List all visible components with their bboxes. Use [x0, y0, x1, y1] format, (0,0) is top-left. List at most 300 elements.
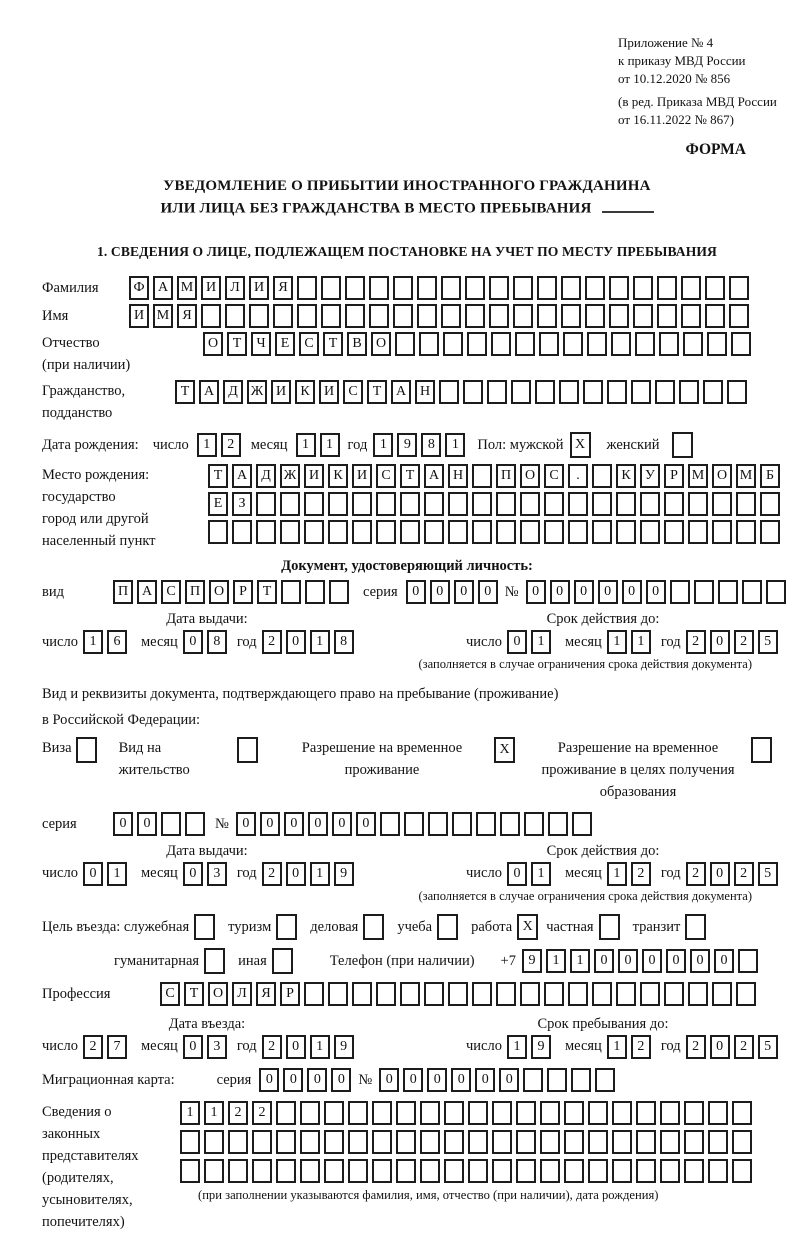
char-box[interactable] — [535, 380, 555, 404]
res-valid-year-input[interactable] — [686, 862, 782, 886]
char-box[interactable]: С — [343, 380, 363, 404]
char-box[interactable]: 0 — [666, 949, 686, 973]
char-box[interactable] — [321, 276, 341, 300]
char-box[interactable] — [607, 380, 627, 404]
char-box[interactable] — [609, 304, 629, 328]
char-box[interactable]: 2 — [734, 1035, 754, 1059]
char-box[interactable]: 2 — [252, 1101, 272, 1125]
char-box[interactable] — [736, 982, 756, 1006]
entry-year-input[interactable] — [262, 1035, 358, 1059]
res-valid-day-input[interactable] — [507, 862, 555, 886]
temp-residence-edu-checkbox[interactable] — [751, 737, 772, 763]
char-box[interactable] — [631, 380, 651, 404]
char-box[interactable]: 7 — [107, 1035, 127, 1059]
char-box[interactable] — [640, 982, 660, 1006]
char-box[interactable] — [727, 380, 747, 404]
char-box[interactable] — [559, 380, 579, 404]
char-box[interactable] — [539, 332, 559, 356]
char-box[interactable] — [428, 812, 448, 836]
char-box[interactable] — [465, 276, 485, 300]
char-box[interactable]: 6 — [107, 630, 127, 654]
char-box[interactable]: 3 — [207, 862, 227, 886]
char-box[interactable] — [404, 812, 424, 836]
char-box[interactable] — [729, 276, 749, 300]
char-box[interactable] — [657, 276, 677, 300]
char-box[interactable]: 2 — [83, 1035, 103, 1059]
char-box[interactable]: 0 — [714, 949, 734, 973]
stay-month-input[interactable] — [607, 1035, 655, 1059]
char-box[interactable]: 0 — [83, 862, 103, 886]
char-box[interactable] — [424, 520, 444, 544]
char-box[interactable]: С — [544, 464, 564, 488]
stay-year-input[interactable] — [686, 1035, 782, 1059]
char-box[interactable] — [300, 1101, 320, 1125]
char-box[interactable]: 2 — [228, 1101, 248, 1125]
char-box[interactable] — [441, 304, 461, 328]
char-box[interactable]: 0 — [710, 862, 730, 886]
char-box[interactable] — [396, 1130, 416, 1154]
char-box[interactable]: 1 — [310, 630, 330, 654]
citizenship-input[interactable] — [175, 380, 751, 404]
char-box[interactable] — [705, 304, 725, 328]
char-box[interactable] — [544, 520, 564, 544]
char-box[interactable] — [563, 332, 583, 356]
purpose-official-checkbox[interactable] — [194, 914, 215, 940]
char-box[interactable]: 1 — [607, 630, 627, 654]
char-box[interactable] — [659, 332, 679, 356]
char-box[interactable] — [400, 520, 420, 544]
char-box[interactable]: А — [199, 380, 219, 404]
char-box[interactable]: 0 — [574, 580, 594, 604]
char-box[interactable]: Ж — [247, 380, 267, 404]
char-box[interactable] — [683, 332, 703, 356]
phone-input[interactable] — [522, 949, 762, 973]
char-box[interactable] — [612, 1130, 632, 1154]
char-box[interactable] — [424, 982, 444, 1006]
char-box[interactable]: О — [208, 982, 228, 1006]
char-box[interactable]: 1 — [507, 1035, 527, 1059]
char-box[interactable]: 0 — [236, 812, 256, 836]
char-box[interactable]: 5 — [758, 1035, 778, 1059]
char-box[interactable] — [660, 1101, 680, 1125]
char-box[interactable]: 1 — [546, 949, 566, 973]
char-box[interactable]: 0 — [259, 1068, 279, 1092]
char-box[interactable] — [635, 332, 655, 356]
char-box[interactable]: 0 — [183, 630, 203, 654]
char-box[interactable]: Н — [415, 380, 435, 404]
char-box[interactable]: А — [232, 464, 252, 488]
char-box[interactable] — [276, 1101, 296, 1125]
char-box[interactable] — [592, 982, 612, 1006]
char-box[interactable] — [547, 1068, 567, 1092]
char-box[interactable] — [276, 1130, 296, 1154]
char-box[interactable] — [489, 304, 509, 328]
char-box[interactable] — [664, 982, 684, 1006]
entry-month-input[interactable] — [183, 1035, 231, 1059]
char-box[interactable]: 2 — [631, 1035, 651, 1059]
char-box[interactable]: 0 — [286, 630, 306, 654]
char-box[interactable]: . — [568, 464, 588, 488]
legal-reps-input-1[interactable] — [180, 1101, 756, 1125]
char-box[interactable] — [305, 580, 325, 604]
purpose-tourism-checkbox[interactable] — [276, 914, 297, 940]
char-box[interactable]: 0 — [137, 812, 157, 836]
res-valid-month-input[interactable] — [607, 862, 655, 886]
char-box[interactable] — [568, 492, 588, 516]
char-box[interactable] — [441, 276, 461, 300]
char-box[interactable]: 8 — [207, 630, 227, 654]
char-box[interactable]: П — [496, 464, 516, 488]
char-box[interactable]: Д — [256, 464, 276, 488]
char-box[interactable] — [520, 982, 540, 1006]
char-box[interactable]: Р — [280, 982, 300, 1006]
stay-day-input[interactable] — [507, 1035, 555, 1059]
char-box[interactable]: 0 — [379, 1068, 399, 1092]
char-box[interactable] — [328, 492, 348, 516]
purpose-business-checkbox[interactable] — [363, 914, 384, 940]
char-box[interactable]: Т — [323, 332, 343, 356]
char-box[interactable]: М — [688, 464, 708, 488]
char-box[interactable] — [297, 304, 317, 328]
char-box[interactable]: Е — [208, 492, 228, 516]
char-box[interactable] — [544, 492, 564, 516]
char-box[interactable] — [548, 812, 568, 836]
char-box[interactable]: 9 — [397, 433, 417, 457]
residence-permit-checkbox[interactable] — [237, 737, 258, 763]
char-box[interactable] — [664, 492, 684, 516]
char-box[interactable] — [568, 520, 588, 544]
char-box[interactable] — [417, 304, 437, 328]
char-box[interactable] — [640, 492, 660, 516]
char-box[interactable] — [729, 304, 749, 328]
char-box[interactable]: 1 — [310, 862, 330, 886]
char-box[interactable]: К — [616, 464, 636, 488]
char-box[interactable]: С — [376, 464, 396, 488]
char-box[interactable] — [718, 580, 738, 604]
char-box[interactable]: Т — [208, 464, 228, 488]
char-box[interactable] — [476, 812, 496, 836]
char-box[interactable] — [256, 492, 276, 516]
char-box[interactable]: А — [153, 276, 173, 300]
surname-input[interactable] — [129, 276, 753, 300]
char-box[interactable]: О — [712, 464, 732, 488]
char-box[interactable] — [225, 304, 245, 328]
char-box[interactable] — [738, 949, 758, 973]
char-box[interactable]: М — [736, 464, 756, 488]
char-box[interactable]: Е — [275, 332, 295, 356]
char-box[interactable]: 0 — [113, 812, 133, 836]
doc-series-input[interactable] — [406, 580, 502, 604]
char-box[interactable]: 2 — [734, 862, 754, 886]
char-box[interactable] — [352, 520, 372, 544]
char-box[interactable]: 0 — [183, 1035, 203, 1059]
char-box[interactable]: Ж — [280, 464, 300, 488]
visa-checkbox[interactable] — [76, 737, 97, 763]
char-box[interactable] — [585, 276, 605, 300]
char-box[interactable] — [611, 332, 631, 356]
char-box[interactable] — [592, 492, 612, 516]
char-box[interactable]: 2 — [686, 630, 706, 654]
char-box[interactable] — [396, 1101, 416, 1125]
char-box[interactable]: 1 — [607, 862, 627, 886]
char-box[interactable]: Т — [227, 332, 247, 356]
char-box[interactable] — [587, 332, 607, 356]
char-box[interactable]: И — [249, 276, 269, 300]
doc-valid-day-input[interactable] — [507, 630, 555, 654]
char-box[interactable] — [561, 304, 581, 328]
birth-month-input[interactable] — [296, 433, 344, 457]
char-box[interactable] — [419, 332, 439, 356]
char-box[interactable] — [372, 1130, 392, 1154]
char-box[interactable]: 0 — [710, 630, 730, 654]
char-box[interactable] — [568, 982, 588, 1006]
char-box[interactable]: 1 — [296, 433, 316, 457]
char-box[interactable]: 1 — [310, 1035, 330, 1059]
char-box[interactable]: 1 — [531, 862, 551, 886]
char-box[interactable]: 0 — [526, 580, 546, 604]
char-box[interactable] — [463, 380, 483, 404]
char-box[interactable] — [300, 1130, 320, 1154]
char-box[interactable]: 0 — [598, 580, 618, 604]
char-box[interactable] — [376, 982, 396, 1006]
char-box[interactable]: Л — [225, 276, 245, 300]
char-box[interactable] — [592, 520, 612, 544]
char-box[interactable]: Т — [400, 464, 420, 488]
char-box[interactable] — [583, 380, 603, 404]
char-box[interactable] — [655, 380, 675, 404]
char-box[interactable] — [345, 276, 365, 300]
char-box[interactable] — [448, 520, 468, 544]
char-box[interactable] — [467, 332, 487, 356]
char-box[interactable] — [684, 1130, 704, 1154]
char-box[interactable]: 1 — [531, 630, 551, 654]
char-box[interactable] — [544, 982, 564, 1006]
char-box[interactable]: В — [347, 332, 367, 356]
char-box[interactable] — [736, 520, 756, 544]
char-box[interactable]: 1 — [204, 1101, 224, 1125]
char-box[interactable] — [256, 520, 276, 544]
char-box[interactable] — [760, 492, 780, 516]
char-box[interactable] — [424, 492, 444, 516]
char-box[interactable]: 1 — [445, 433, 465, 457]
char-box[interactable]: С — [160, 982, 180, 1006]
char-box[interactable]: Я — [256, 982, 276, 1006]
char-box[interactable] — [766, 580, 786, 604]
char-box[interactable]: 0 — [286, 862, 306, 886]
char-box[interactable] — [328, 982, 348, 1006]
doc-issue-month-input[interactable] — [183, 630, 231, 654]
char-box[interactable] — [395, 332, 415, 356]
char-box[interactable]: О — [209, 580, 229, 604]
char-box[interactable]: Т — [257, 580, 277, 604]
char-box[interactable] — [249, 304, 269, 328]
char-box[interactable] — [760, 520, 780, 544]
char-box[interactable]: П — [185, 580, 205, 604]
char-box[interactable] — [465, 304, 485, 328]
char-box[interactable]: О — [520, 464, 540, 488]
char-box[interactable] — [232, 520, 252, 544]
char-box[interactable]: 0 — [646, 580, 666, 604]
char-box[interactable]: 0 — [507, 862, 527, 886]
char-box[interactable]: М — [153, 304, 173, 328]
char-box[interactable]: Л — [232, 982, 252, 1006]
char-box[interactable] — [524, 812, 544, 836]
char-box[interactable] — [537, 276, 557, 300]
char-box[interactable] — [448, 982, 468, 1006]
char-box[interactable] — [564, 1130, 584, 1154]
char-box[interactable] — [742, 580, 762, 604]
char-box[interactable]: Т — [367, 380, 387, 404]
char-box[interactable]: А — [137, 580, 157, 604]
char-box[interactable]: И — [271, 380, 291, 404]
char-box[interactable] — [452, 812, 472, 836]
char-box[interactable]: 5 — [758, 630, 778, 654]
char-box[interactable] — [732, 1101, 752, 1125]
char-box[interactable]: 1 — [631, 630, 651, 654]
res-number-input[interactable] — [236, 812, 596, 836]
char-box[interactable] — [208, 520, 228, 544]
char-box[interactable]: 1 — [83, 630, 103, 654]
char-box[interactable]: А — [391, 380, 411, 404]
char-box[interactable]: З — [232, 492, 252, 516]
char-box[interactable] — [444, 1101, 464, 1125]
char-box[interactable]: 9 — [522, 949, 542, 973]
char-box[interactable]: 2 — [631, 862, 651, 886]
char-box[interactable] — [636, 1130, 656, 1154]
char-box[interactable]: 0 — [430, 580, 450, 604]
char-box[interactable] — [281, 580, 301, 604]
char-box[interactable]: Ф — [129, 276, 149, 300]
char-box[interactable] — [513, 304, 533, 328]
char-box[interactable]: 1 — [570, 949, 590, 973]
char-box[interactable] — [448, 492, 468, 516]
char-box[interactable] — [252, 1130, 272, 1154]
char-box[interactable] — [376, 520, 396, 544]
char-box[interactable] — [496, 520, 516, 544]
char-box[interactable] — [417, 276, 437, 300]
char-box[interactable]: 0 — [710, 1035, 730, 1059]
char-box[interactable]: Д — [223, 380, 243, 404]
char-box[interactable]: 3 — [207, 1035, 227, 1059]
char-box[interactable]: 1 — [197, 433, 217, 457]
temp-residence-checkbox[interactable]: X — [494, 737, 515, 763]
name-input[interactable] — [129, 304, 753, 328]
char-box[interactable]: 0 — [331, 1068, 351, 1092]
char-box[interactable] — [664, 520, 684, 544]
char-box[interactable] — [571, 1068, 591, 1092]
char-box[interactable] — [280, 520, 300, 544]
purpose-study-checkbox[interactable] — [437, 914, 458, 940]
char-box[interactable] — [185, 812, 205, 836]
char-box[interactable] — [400, 982, 420, 1006]
char-box[interactable] — [372, 1101, 392, 1125]
char-box[interactable] — [369, 304, 389, 328]
purpose-private-checkbox[interactable] — [599, 914, 620, 940]
char-box[interactable] — [707, 332, 727, 356]
char-box[interactable]: 0 — [618, 949, 638, 973]
legal-reps-input-2[interactable] — [180, 1130, 756, 1154]
char-box[interactable] — [520, 492, 540, 516]
char-box[interactable] — [688, 982, 708, 1006]
char-box[interactable] — [537, 304, 557, 328]
char-box[interactable]: 9 — [334, 862, 354, 886]
char-box[interactable] — [609, 276, 629, 300]
char-box[interactable] — [369, 276, 389, 300]
char-box[interactable] — [520, 520, 540, 544]
res-issue-day-input[interactable] — [83, 862, 131, 886]
char-box[interactable]: 2 — [686, 862, 706, 886]
char-box[interactable] — [228, 1130, 248, 1154]
birth-year-input[interactable] — [373, 433, 469, 457]
char-box[interactable] — [633, 304, 653, 328]
char-box[interactable] — [708, 1101, 728, 1125]
birth-place-input-2[interactable] — [208, 492, 784, 516]
char-box[interactable] — [705, 276, 725, 300]
char-box[interactable] — [688, 520, 708, 544]
char-box[interactable] — [345, 304, 365, 328]
res-issue-year-input[interactable] — [262, 862, 358, 886]
char-box[interactable]: П — [113, 580, 133, 604]
char-box[interactable]: 8 — [421, 433, 441, 457]
char-box[interactable]: 1 — [373, 433, 393, 457]
char-box[interactable] — [681, 304, 701, 328]
char-box[interactable]: 0 — [550, 580, 570, 604]
char-box[interactable] — [500, 812, 520, 836]
char-box[interactable] — [703, 380, 723, 404]
char-box[interactable]: Р — [664, 464, 684, 488]
char-box[interactable] — [588, 1130, 608, 1154]
char-box[interactable]: 2 — [262, 1035, 282, 1059]
char-box[interactable]: 0 — [283, 1068, 303, 1092]
char-box[interactable] — [304, 520, 324, 544]
char-box[interactable] — [564, 1101, 584, 1125]
char-box[interactable]: 0 — [478, 580, 498, 604]
char-box[interactable] — [492, 1130, 512, 1154]
char-box[interactable] — [694, 580, 714, 604]
char-box[interactable]: О — [371, 332, 391, 356]
char-box[interactable]: 0 — [622, 580, 642, 604]
char-box[interactable]: 0 — [507, 630, 527, 654]
char-box[interactable]: 9 — [531, 1035, 551, 1059]
char-box[interactable] — [688, 492, 708, 516]
doc-issue-year-input[interactable] — [262, 630, 358, 654]
char-box[interactable]: 0 — [690, 949, 710, 973]
char-box[interactable] — [204, 1130, 224, 1154]
char-box[interactable] — [572, 812, 592, 836]
char-box[interactable]: Я — [273, 276, 293, 300]
char-box[interactable] — [660, 1130, 680, 1154]
char-box[interactable]: Ч — [251, 332, 271, 356]
char-box[interactable] — [732, 1130, 752, 1154]
patronymic-input[interactable] — [203, 332, 755, 356]
char-box[interactable]: Б — [760, 464, 780, 488]
entry-day-input[interactable] — [83, 1035, 131, 1059]
char-box[interactable]: 2 — [734, 630, 754, 654]
char-box[interactable]: К — [295, 380, 315, 404]
char-box[interactable] — [304, 982, 324, 1006]
char-box[interactable] — [670, 580, 690, 604]
char-box[interactable] — [472, 520, 492, 544]
char-box[interactable] — [487, 380, 507, 404]
char-box[interactable] — [516, 1101, 536, 1125]
char-box[interactable] — [180, 1130, 200, 1154]
char-box[interactable]: 0 — [451, 1068, 471, 1092]
char-box[interactable] — [712, 982, 732, 1006]
char-box[interactable]: А — [424, 464, 444, 488]
char-box[interactable]: 0 — [406, 580, 426, 604]
char-box[interactable]: О — [203, 332, 223, 356]
birth-place-input-3[interactable] — [208, 520, 784, 544]
